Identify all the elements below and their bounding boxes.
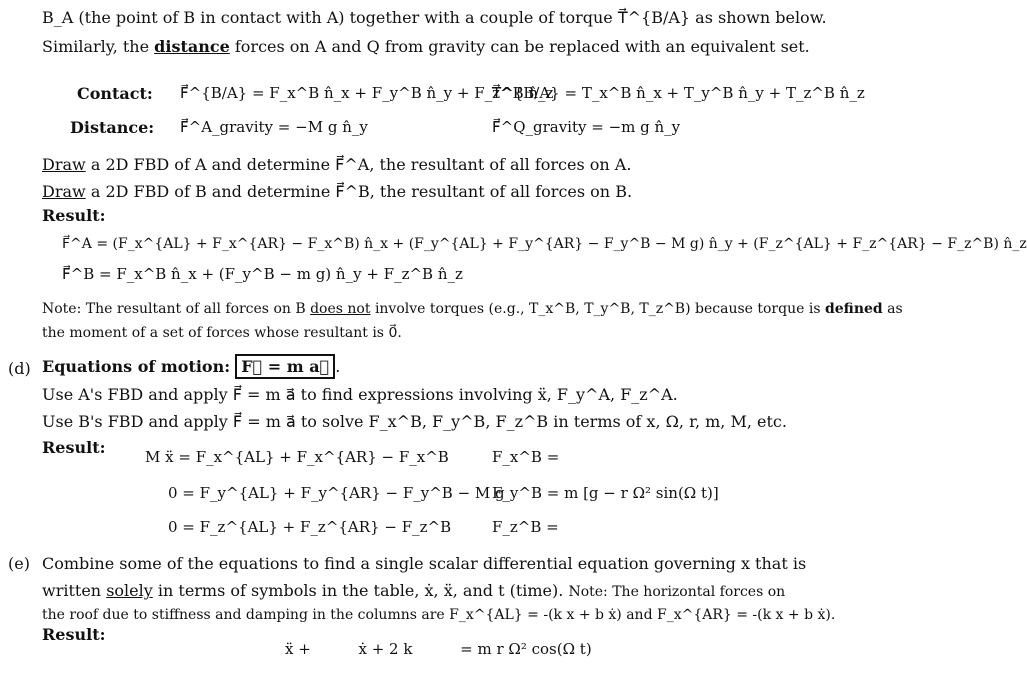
fbx-answer: F_x^B =: [492, 448, 560, 466]
use-fbd-a: Use A's FBD and apply F⃗ = m a⃗ to find expressions involving ẍ, F_y^A, F_z^A.: [42, 385, 678, 404]
contact-force-equation: F⃗^{B/A} = F_x^B n̂_x + F_y^B n̂_y + F_z^B n̂_z: [180, 84, 554, 102]
final-differential-equation: ẍ + ẋ + 2 k = m r Ω² cos(Ω t): [285, 640, 592, 658]
draw-fbd-a: Draw a 2D FBD of A and determine F⃗^A, the resultant of all forces on A.: [42, 155, 632, 174]
part-e-line-3: the roof due to stiffness and damping in the columns are F_x^{AL} = -(k x + b ẋ) and F_x^{AR} = -(k x + b ẋ).: [42, 607, 836, 623]
distance-term: distance: [154, 37, 230, 56]
torque-note-line-2: the moment of a set of forces whose resultant is 0⃗.: [42, 325, 402, 341]
part-e-result-label: Result:: [42, 625, 106, 644]
part-d-tag: (d): [8, 359, 31, 378]
eom-z-equation: 0 = F_z^{AL} + F_z^{AR} − F_z^B: [168, 518, 452, 536]
part-e-line-1: Combine some of the equations to find a single scalar differential equation governing x that is: [42, 554, 807, 573]
part-e-tag: (e): [8, 554, 30, 573]
eom-x-equation: M ẍ = F_x^{AL} + F_x^{AR} − F_x^B: [145, 448, 449, 466]
part-d-heading: Equations of motion: F⃗ = m a⃗ .: [42, 359, 340, 375]
intro-line-2: Similarly, the distance forces on A and Q from gravity can be replaced with an equivalent set.: [42, 37, 810, 56]
newton-law-box: F⃗ = m a⃗: [235, 354, 335, 379]
gravity-force-a: F⃗^A_gravity = −M g n̂_y: [180, 118, 368, 136]
use-fbd-b: Use B's FBD and apply F⃗ = m a⃗ to solve F_x^B, F_y^B, F_z^B in terms of x, Ω, r, m, M, etc.: [42, 412, 787, 431]
resultant-force-a: F⃗^A = (F_x^{AL} + F_x^{AR} − F_x^B) n̂_x + (F_y^{AL} + F_y^{AR} − F_y^B − M g) n̂_y + (F_z^{AL} + F_z^{AR} − F_z^B) n̂_z: [62, 236, 1027, 252]
fby-answer: F_y^B = m [g − r Ω² sin(Ω t)]: [492, 484, 719, 502]
part-d-result-label: Result:: [42, 438, 106, 457]
gravity-force-q: F⃗^Q_gravity = −m g n̂_y: [492, 118, 681, 136]
torque-note-line-1: Note: The resultant of all forces on B does not involve torques (e.g., T_x^B, T_y^B, T_z^B) because torque is defined as: [42, 301, 903, 317]
distance-label: Distance:: [70, 118, 155, 137]
intro-line-1: B_A (the point of B in contact with A) together with a couple of torque T⃗^{B/A} as shown below.: [42, 8, 827, 27]
result-label: Result:: [42, 206, 106, 225]
contact-torque-equation: T⃗^{B/A} = T_x^B n̂_x + T_y^B n̂_y + T_z^B n̂_z: [492, 84, 865, 102]
draw-fbd-b: Draw a 2D FBD of B and determine F⃗^B, the resultant of all forces on B.: [42, 182, 633, 201]
resultant-force-b: F⃗^B = F_x^B n̂_x + (F_y^B − m g) n̂_y + F_z^B n̂_z: [62, 265, 463, 283]
eom-y-equation: 0 = F_y^{AL} + F_y^{AR} − F_y^B − M g: [168, 484, 505, 502]
part-e-line-2: written solely in terms of symbols in the table, ẋ, ẍ, and t (time). Note: The horizontal forces on: [42, 581, 786, 600]
fbz-answer: F_z^B =: [492, 518, 559, 536]
contact-label: Contact:: [77, 84, 153, 103]
